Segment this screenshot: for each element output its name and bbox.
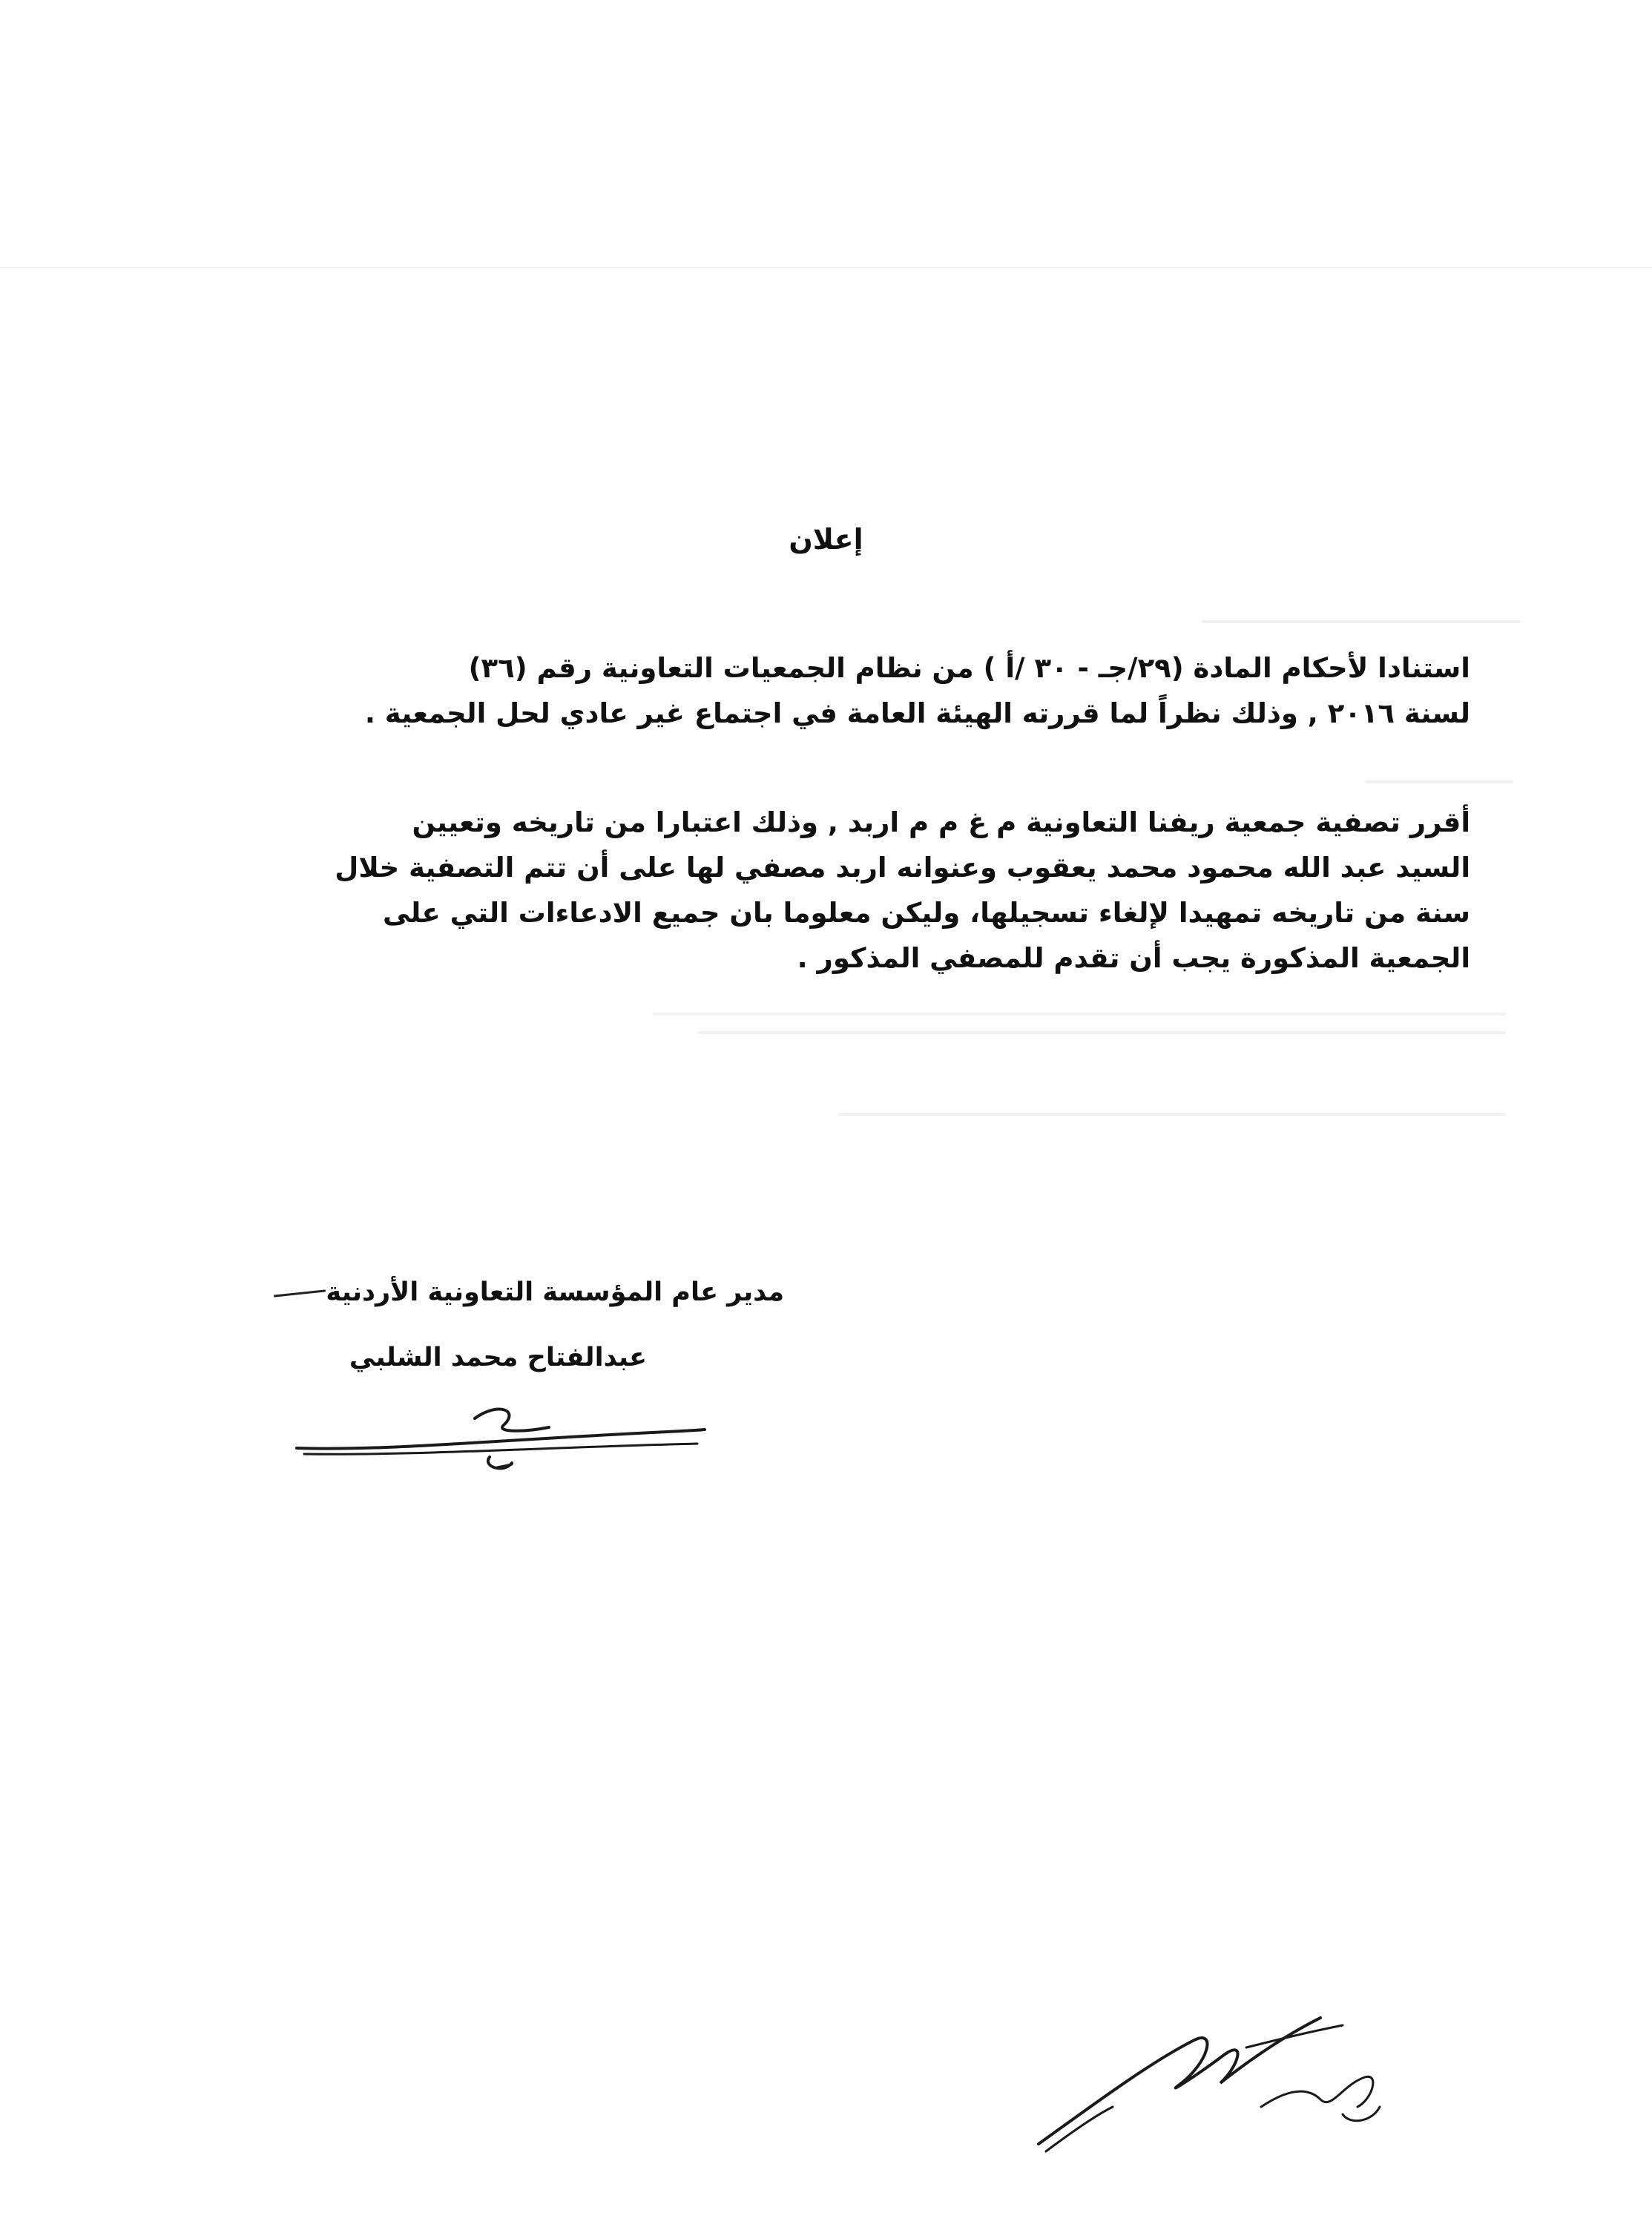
bleed-through-mark (1365, 780, 1513, 783)
paragraph-line: لسنة ٢٠١٦ , وذلك نظراً لما قررته الهيئة العامة في اجتماع غير عادي لحل الجمعية . (364, 697, 1470, 729)
signatory-role (265, 1277, 784, 1307)
paragraph-line: أقرر تصفية جمعية ريفنا التعاونية م غ م م اربد , وذلك اعتبارا من تاريخه وتعيين (412, 806, 1470, 838)
handwritten-signature-icon (1024, 1996, 1439, 2159)
bleed-through-mark (653, 1013, 1506, 1016)
paragraph-line: السيد عبد الله محمود محمد يعقوب وعنوانه اربد مصفي لها على أن تتم التصفية خلال (335, 852, 1470, 884)
signature-strokes-icon (282, 1380, 727, 1476)
scan-fold-line (0, 267, 1652, 268)
signatory-name: عبدالفتاح محمد الشلبي (349, 1343, 647, 1372)
bleed-through-mark (838, 1113, 1506, 1116)
dash-mark (274, 1289, 326, 1297)
legal-basis-paragraph (254, 645, 1470, 736)
signatory-role-text: مدير عام المؤسسة التعاونية الأردنية (326, 1277, 784, 1307)
bleed-through-mark (697, 1031, 1506, 1034)
paragraph-line: استنادا لأحكام المادة (٢٩/جـ - ٣٠ /أ ) من نظام الجمعيات التعاونية رقم (٣٦) (468, 652, 1470, 684)
bleed-through-mark (1202, 620, 1521, 623)
document-title: إعلان (789, 523, 863, 556)
decision-paragraph (254, 800, 1470, 981)
paragraph-line: سنة من تاريخه تمهيدا لإلغاء تسجيلها، وليكن معلوما بان جميع الادعاءات التي على (382, 897, 1470, 929)
paragraph-line: الجمعية المذكورة يجب أن تقدم للمصفي المذكور . (797, 942, 1470, 974)
